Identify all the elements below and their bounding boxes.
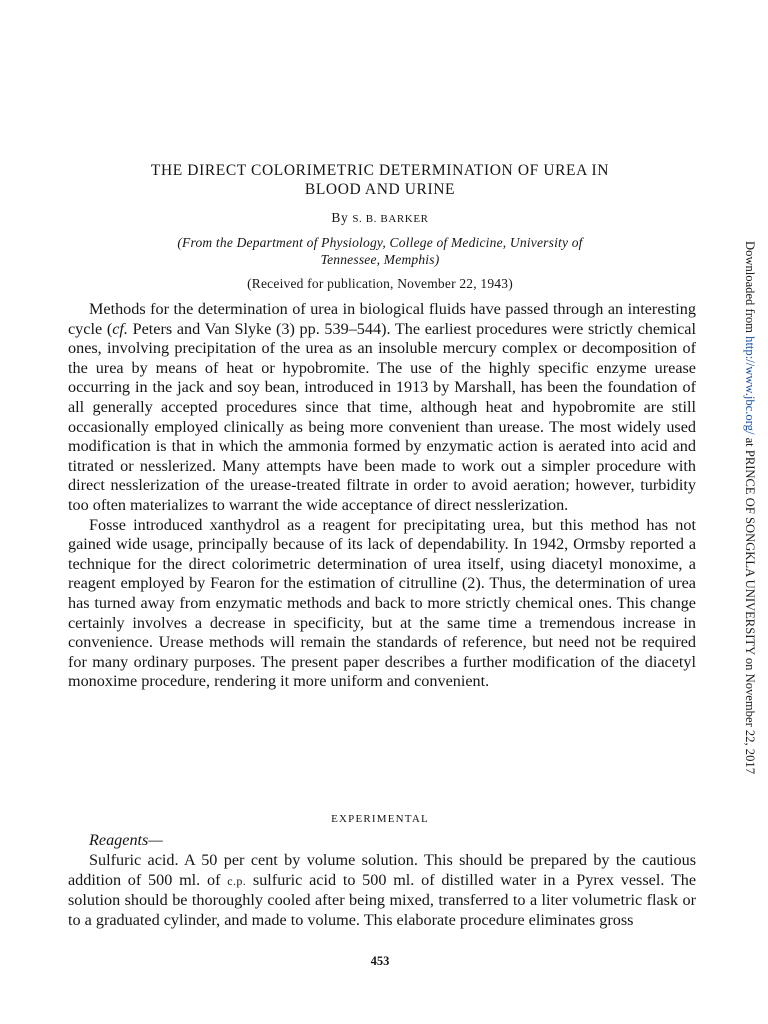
- download-watermark-prefix: Downloaded from: [743, 241, 757, 337]
- affiliation-line-2: Tennessee, Memphis): [320, 252, 440, 267]
- author-by: By: [331, 210, 349, 225]
- reagents-paragraph-1: [68, 851, 696, 930]
- title-line-1: THE DIRECT COLORIMETRIC DETERMINATION OF UREA IN: [150, 162, 610, 179]
- reagents-p1-cp: c.p.: [227, 873, 247, 888]
- page-number: 453: [370, 954, 390, 968]
- author-line: [40, 210, 720, 226]
- article-title: [40, 161, 720, 199]
- intro-paragraph-2: Fosse introduced xanthydrol as a reagent for precipitating urea, but this method has not gained wide usage, principally because of its lack of dependability. In 1942, Ormsby reported a technique for the direct colorimetric determination of urea itself, using diacetyl monoxime, a reagent employed by Fearon for the estimation of citrulline (2). Thus, the determination of urea has turned away from enzymatic methods and back to more strictly chemical ones. This change certainly involves a decrease in specificity, but at the same time a tremendous increase in convenience. Urease methods will remain the standards of reference, but need not be required for many ordinary purposes. The present paper describes a further modification of the diacetyl monoxime procedure, rendering it more uniform and convenient.: [68, 515, 696, 691]
- received-date: (Received for publication, November 22, 1943): [247, 276, 513, 291]
- title-line-2: BLOOD AND URINE: [304, 181, 456, 198]
- affiliation-line-1: (From the Department of Physiology, College of Medicine, University of: [177, 235, 583, 250]
- introduction-body: [68, 300, 696, 692]
- intro-p1-text-b: Peters and Van Slyke (3) pp. 539–544). The earliest procedures were strictly chemical ones, involving precipitation of the urea as an insoluble mercury complex or decomposition of the urea by means of heat or hypobromite. The use of the highly specific enzyme urease occurring in the jack and soy bean, introduced in 1913 by Marshall, has been the foundation of all generally accepted procedures since that time, although heat and hypobromite are still occasionally employed clinically as being more convenient than urease. The most widely used modification is that in which the ammonia formed by enzymatic action is aerated into acid and titrated or nesslerized. Many attempts have been made to work out a simpler procedure with direct nesslerization of the urease-treated filtrate in order to avoid aeration; however, turbidity too often materializes to warrant the wide acceptance of direct nesslerization.: [68, 319, 696, 514]
- intro-p1-text-a: Methods for the determination of urea in biological fluids have passed through an interesting cycle (: [68, 300, 696, 338]
- intro-paragraph-1: [68, 300, 696, 516]
- download-watermark: [733, 241, 757, 801]
- reagents-p1-text-b: sulfuric acid to 500 ml. of distilled water in a Pyrex vessel. The solution should be thoroughly cooled after being mixed, transferred to a liter volumetric flask or to a graduated cylinder, and made to volume. This elaborate procedure eliminates gross: [68, 870, 697, 929]
- section-heading-experimental: EXPERIMENTAL: [331, 813, 429, 825]
- affiliation: [60, 234, 700, 268]
- reagents-p1-text-a: Sulfuric acid. A 50 per cent by volume solution. This should be prepared by the cautious addition of 500 ml. of: [68, 851, 696, 889]
- subheading-reagents: Reagents—: [89, 831, 163, 849]
- intro-p1-cf: cf.: [112, 319, 128, 338]
- download-watermark-suffix: at PRINCE OF SONGKLA UNIVERSITY on November 22, 2017: [743, 434, 757, 774]
- reagents-body: [68, 851, 696, 930]
- jbc-link[interactable]: http://www.jbc.org/: [743, 336, 757, 435]
- author-name: S. B. BARKER: [352, 213, 429, 225]
